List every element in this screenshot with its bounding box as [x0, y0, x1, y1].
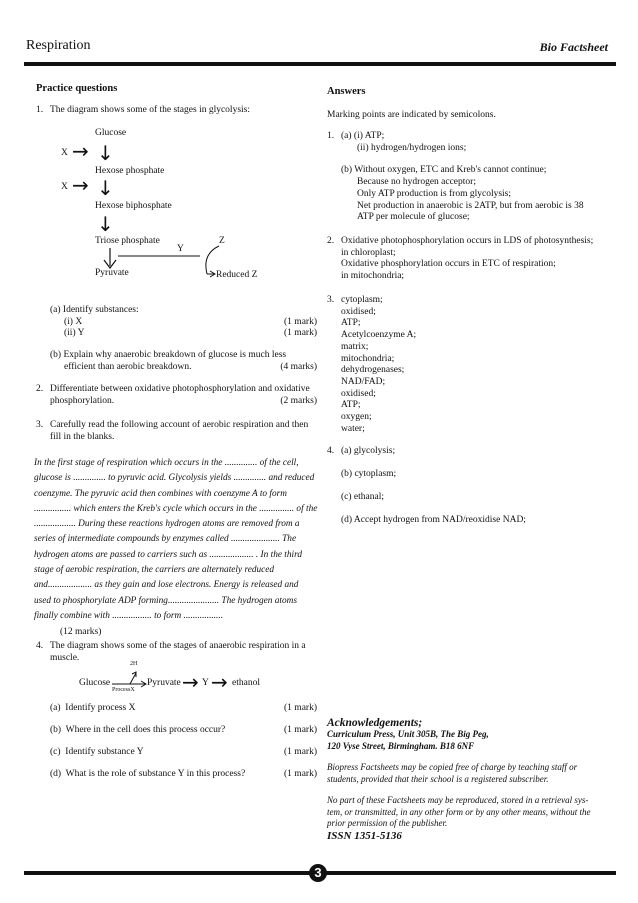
- q2-number: 2.: [36, 384, 44, 394]
- a3-line: water;: [341, 423, 365, 434]
- a2-number: 2.: [327, 236, 335, 246]
- down-arrow-icon: ↓: [97, 212, 114, 236]
- q1ai-text: (i) X: [64, 316, 83, 327]
- q4c-text: Identify substance Y: [65, 747, 144, 757]
- question-2: [36, 384, 317, 407]
- ack-rights-1: No part of these Factsheets may be reproduced, stored in a retrieval sys-: [327, 795, 589, 805]
- cloze-line: series of intermediate compounds by enzymes called ..................... The: [34, 534, 297, 545]
- right-arrow-icon: →: [72, 173, 89, 197]
- q4b-label: (b): [50, 725, 62, 735]
- q3-cloze-passage: [34, 456, 318, 624]
- q4b: [50, 725, 317, 737]
- ack-address-2: 120 Vyse Street, Birmingham. B18 6NF: [327, 740, 475, 751]
- top-rule: [24, 62, 616, 66]
- q2-text1: Differentiate between oxidative photophosphorylation and oxidative: [50, 384, 310, 394]
- coupled-reaction-arrows: [80, 236, 230, 284]
- q4c-label: (c): [50, 747, 61, 757]
- a3-line: oxidised;: [341, 388, 376, 399]
- answer-1: [327, 131, 617, 224]
- a1-number: 1.: [327, 131, 335, 141]
- diag2-glucose: Glucose: [79, 678, 111, 688]
- a1b-line: Because no hydrogen acceptor;: [357, 177, 476, 188]
- q4-number: 4.: [36, 641, 44, 651]
- question-4: [36, 641, 317, 664]
- a1a-text: (a) (i) ATP;: [341, 131, 385, 141]
- diagram-hexose-biphosphate: Hexose biphosphate: [95, 201, 172, 211]
- diag2-ethanol: ethanol: [232, 678, 260, 688]
- q3-text2: fill in the blanks.: [50, 431, 115, 442]
- question-1: [36, 105, 318, 117]
- a2-line: in chloroplast;: [341, 247, 396, 258]
- diag2-pyruvate: Pyruvate: [147, 678, 181, 688]
- cloze-line: finally combine with ................. to form .................: [34, 610, 224, 621]
- ack-copy-2: students, provided that their school is a registered subscriber.: [327, 773, 549, 784]
- header-topic: Respiration: [26, 38, 91, 53]
- answer-2: [327, 236, 617, 283]
- q4d-label: (d): [50, 769, 62, 779]
- q1-number: 1.: [36, 105, 44, 115]
- diagram-glucose: Glucose: [95, 128, 127, 138]
- a3-line: oxygen;: [341, 412, 372, 423]
- diagram-z: Z: [219, 236, 225, 246]
- diagram-x1: X: [61, 148, 68, 158]
- ack-rights-2: tem, or transmitted, in any other form or by any other means, without the: [327, 806, 591, 817]
- cloze-line: .................. During these reactions hydrogen atoms are removed from a: [34, 519, 300, 530]
- a2-line: Oxidative phosphorylation occurs in ETC of respiration;: [341, 259, 556, 270]
- q4d-text: What is the role of substance Y in this process?: [65, 769, 246, 779]
- diagram-triose-phosphate: Triose phosphate: [95, 236, 160, 246]
- cloze-line: glucose is .............. to pyruvic acid. Glycolysis yields .............. and reduced: [34, 473, 315, 484]
- a3-number: 3.: [327, 295, 335, 305]
- process-arrow: [110, 668, 170, 690]
- a1b-line: ATP per molecule of glucose;: [357, 212, 470, 223]
- a3-line: ATP;: [341, 318, 361, 329]
- q1a-label: (a): [50, 305, 61, 315]
- cloze-line: used to phosphorylate ADP forming...................... The hydrogen atoms: [34, 595, 297, 606]
- ack-rights-3: prior permission of the publisher.: [327, 818, 448, 828]
- page-number: 3: [309, 864, 327, 882]
- a3-line: mitochondria;: [341, 353, 395, 364]
- diagram-hexose-phosphate: Hexose phosphate: [95, 166, 165, 176]
- q4b-mark: (1 mark): [284, 725, 317, 735]
- a3-line: cytoplasm;: [341, 295, 383, 305]
- cloze-line: In the first stage of respiration which occurs in the .............. of the cell,: [34, 458, 299, 468]
- q1b-mark: (4 marks): [280, 361, 317, 372]
- q4c-mark: (1 mark): [284, 747, 317, 757]
- right-arrow-icon: →: [72, 139, 89, 163]
- q1-part-a: [50, 305, 317, 340]
- a3-line: NAD/FAD;: [341, 376, 386, 387]
- diagram-reduced-z: Reduced Z: [216, 270, 258, 280]
- cloze-line: coenzyme. The pyruvic acid then combines with coenzyme A to form: [34, 488, 287, 499]
- down-arrow-icon: ↓: [97, 141, 114, 165]
- diagram-y: Y: [177, 244, 184, 254]
- a4c-text: (c) ethanal;: [341, 492, 384, 502]
- diagram-pyruvate: Pyruvate: [95, 268, 129, 278]
- a1b-line: Only ATP production is from glycolysis;: [357, 188, 512, 199]
- answer-4: [327, 446, 617, 458]
- a2-line: Oxidative photophosphorylation occurs in LDS of photosynthesis;: [341, 236, 594, 246]
- a4a-text: (a) glycolysis;: [341, 446, 396, 456]
- issn: ISSN 1351-5136: [327, 829, 402, 842]
- a4-number: 4.: [327, 446, 335, 456]
- right-arrow-icon: →: [211, 670, 228, 694]
- right-arrow-icon: →: [182, 670, 199, 694]
- practice-heading: Practice questions: [36, 83, 118, 94]
- ack-address-1: Curriculum Press, Unit 305B, The Big Peg,: [327, 729, 489, 739]
- ack-copy-1: Biopress Factsheets may be copied free of charge by teaching staff or: [327, 762, 578, 772]
- q1-text: The diagram shows some of the stages in glycolysis:: [50, 105, 250, 115]
- q2-text2: phosphorylation.: [50, 395, 115, 406]
- header-series: Bio Factsheet: [539, 40, 608, 54]
- question-3: [36, 420, 317, 443]
- q4a-label: (a): [50, 703, 61, 713]
- q4d-mark: (1 mark): [284, 769, 317, 779]
- a2-line: in mitochondria;: [341, 271, 405, 282]
- q1aii-mark: (1 mark): [284, 328, 317, 339]
- q1b-label: (b): [50, 350, 62, 360]
- q1ai-mark: (1 mark): [284, 316, 317, 327]
- q3-text1: Carefully read the following account of aerobic respiration and then: [50, 420, 309, 430]
- cloze-line: stage of aerobic respiration, the carriers are alternately reduced: [34, 565, 275, 576]
- down-arrow-icon: ↓: [97, 176, 114, 200]
- q4-text1: The diagram shows some of the stages of anaerobic respiration in a: [50, 641, 306, 651]
- q1b-text2: efficient than aerobic breakdown.: [64, 361, 192, 372]
- q4a-text: Identify process X: [65, 703, 136, 713]
- q2-mark: (2 marks): [280, 395, 317, 406]
- q1a-text: Identify substances:: [62, 305, 139, 315]
- ack-title: Acknowledgements;: [327, 717, 423, 729]
- a4d-text: (d) Accept hydrogen from NAD/reoxidise NAD;: [341, 515, 526, 525]
- answer-3: [327, 295, 617, 435]
- q4b-text: Where in the cell does this process occur?: [65, 725, 226, 735]
- q1b-text1: Explain why anaerobic breakdown of glucose is much less: [63, 350, 287, 360]
- a1b-line: Net production in anaerobic is 2ATP, but from aerobic is 38: [357, 200, 584, 211]
- a3-line: ATP;: [341, 400, 361, 411]
- a3-line: matrix;: [341, 341, 369, 352]
- a3-line: dehydrogenases;: [341, 365, 405, 376]
- a1aii-text: (ii) hydrogen/hydrogen ions;: [357, 142, 467, 153]
- a4b-text: (b) cytoplasm;: [341, 469, 397, 479]
- cloze-line: ................ which enters the Kreb's cycle which occurs in the ............... of the: [34, 503, 318, 514]
- a3-line: oxidised;: [341, 306, 376, 317]
- a3-line: Acetylcoenzyme A;: [341, 330, 417, 341]
- diag2-2h: 2H: [130, 661, 138, 667]
- q3-number: 3.: [36, 420, 44, 430]
- cloze-line: and................... as they gain and lose electrons. Energy is released and: [34, 580, 299, 591]
- q3-mark: (12 marks): [60, 627, 102, 637]
- cloze-line: hydrogen atoms are passed to carriers such as ................... . In the third: [34, 549, 303, 560]
- q1-part-b: [50, 350, 317, 373]
- acknowledgements: [327, 717, 622, 842]
- q1aii-text: (ii) Y: [64, 328, 85, 339]
- q4a: [50, 703, 317, 715]
- q4-text2: muscle.: [50, 652, 80, 663]
- diag2-process-x: ProcessX: [112, 687, 135, 693]
- q4c: [50, 747, 317, 759]
- q4a-mark: (1 mark): [284, 703, 317, 713]
- diagram-x2: X: [61, 182, 68, 192]
- answers-heading: Answers: [327, 86, 366, 97]
- q4d: [50, 769, 317, 781]
- diag2-y: Y: [202, 678, 209, 688]
- answers-intro: Marking points are indicated by semicolons.: [327, 110, 496, 120]
- a1b-text: (b) Without oxygen, ETC and Kreb's cannot continue;: [341, 165, 547, 176]
